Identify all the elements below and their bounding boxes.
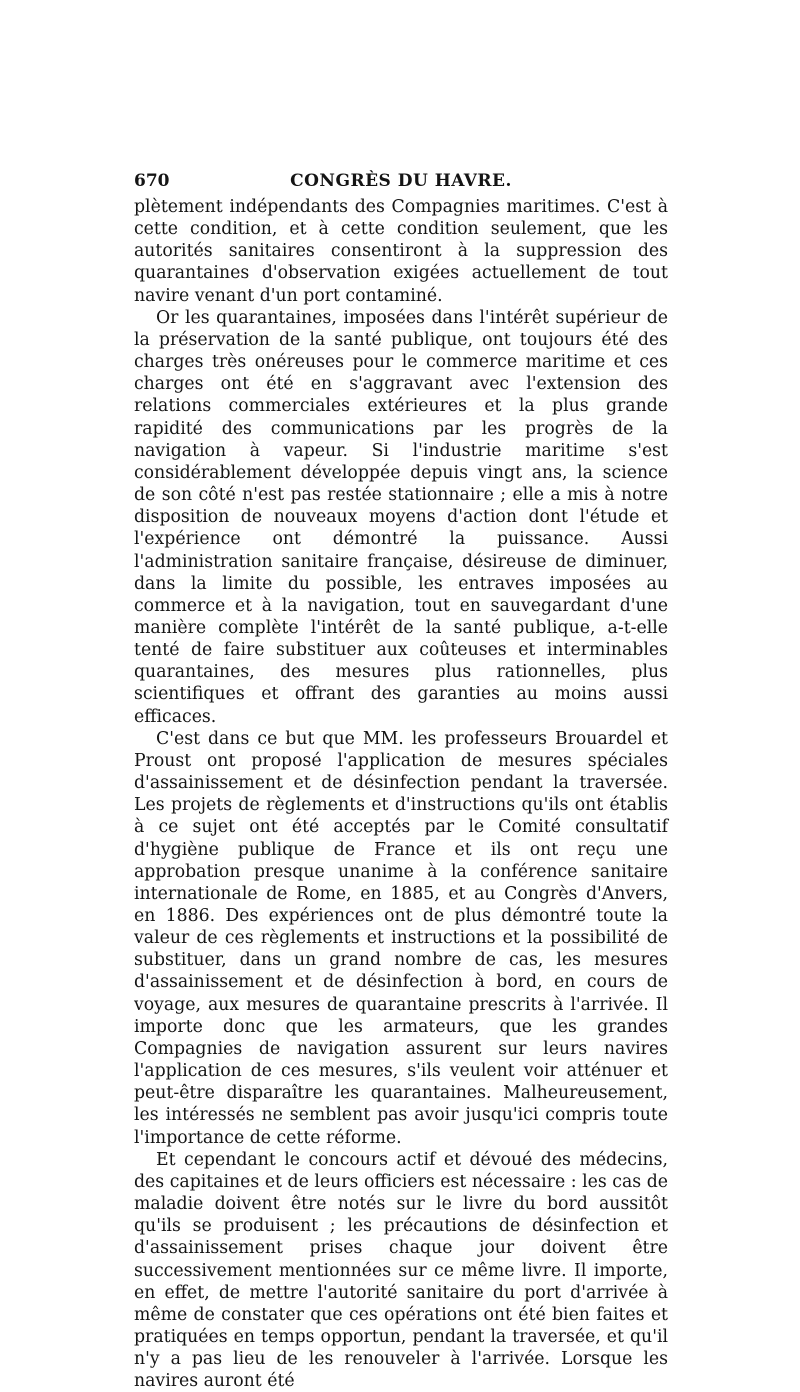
running-title: CONGRÈS DU HAVRE. (290, 171, 512, 191)
running-head (134, 166, 668, 196)
body-text (134, 196, 668, 1392)
paragraph-continuation: plètement indépendants des Compagnies maritimes. C'est à cette condition, et à cette condition seulement, que les autorités sanitaires consentiront à la suppression des quarantaines d'observation exigées actuellement de tout navire venant d'un port contaminé. (134, 197, 668, 306)
paragraph: Or les quarantaines, imposées dans l'intérêt supérieur de la préservation de la santé publique, ont toujours été des charges très onéreuses pour le commerce maritime et ces charges ont été en s'aggravant avec l'extension des relations commerciales extérieures et la plus grande rapidité des communications par les progrès de la navigation à vapeur. Si l'industrie maritime s'est considérablement développée depuis vingt ans, la science de son côté n'est pas restée stationnaire ; elle a mis à notre disposition de nouveaux moyens d'action dont l'étude et l'expérience ont démontré la puissance. Aussi l'administration sanitaire française, désireuse de diminuer, dans la limite du possible, les entraves imposées au commerce et à la navigation, tout en sauvegardant d'une manière complète l'intérêt de la santé publique, a-t-elle tenté de faire substituer aux coûteuses et interminables quarantaines, des mesures plus rationnelles, plus scientifiques et offrant des garanties au moins aussi efficaces. (134, 307, 668, 727)
paragraph: C'est dans ce but que MM. les professeurs Brouardel et Proust ont proposé l'application de mesures spéciales d'assainissement et de désinfection pendant la traversée. Les projets de règlements et d'instructions qu'ils ont établis à ce sujet ont été acceptés par le Comité consultatif d'hygiène publique de France et ils ont reçu une approbation presque unanime à la conférence sanitaire internationale de Rome, en 1885, et au Congrès d'Anvers, en 1886. Des expériences ont de plus démontré toute la valeur de ces règlements et instructions et la possibilité de substituer, dans un grand nombre de cas, les mesures d'assainissement et de désinfection à bord, en cours de voyage, aux mesures de quarantaine prescrits à l'arrivée. Il importe donc que les armateurs, que les grandes Compagnies de navigation assurent sur leurs navires l'application de ces mesures, s'ils veulent voir atténuer et peut-être disparaître les quarantaines. Malheureusement, les intéressés ne semblent pas avoir jusqu'ici compris toute l'importance de cette réforme. (134, 728, 668, 1148)
book-page (134, 166, 668, 1392)
paragraph: Et cependant le concours actif et dévoué des médecins, des capitaines et de leurs officiers est nécessaire : les cas de maladie doivent être notés sur le livre du bord aussitôt qu'ils se produisent ; les précautions de désinfection et d'assainissement prises chaque jour doivent être successivement mentionnées sur ce même livre. Il importe, en effet, de mettre l'autorité sanitaire du port d'arrivée à même de constater que ces opérations ont été bien faites et pratiquées en temps opportun, pendant la traversée, et qu'il n'y a pas lieu de les renouveler à l'arrivée. Lorsque les navires auront été (134, 1149, 668, 1392)
page-number: 670 (134, 171, 170, 191)
